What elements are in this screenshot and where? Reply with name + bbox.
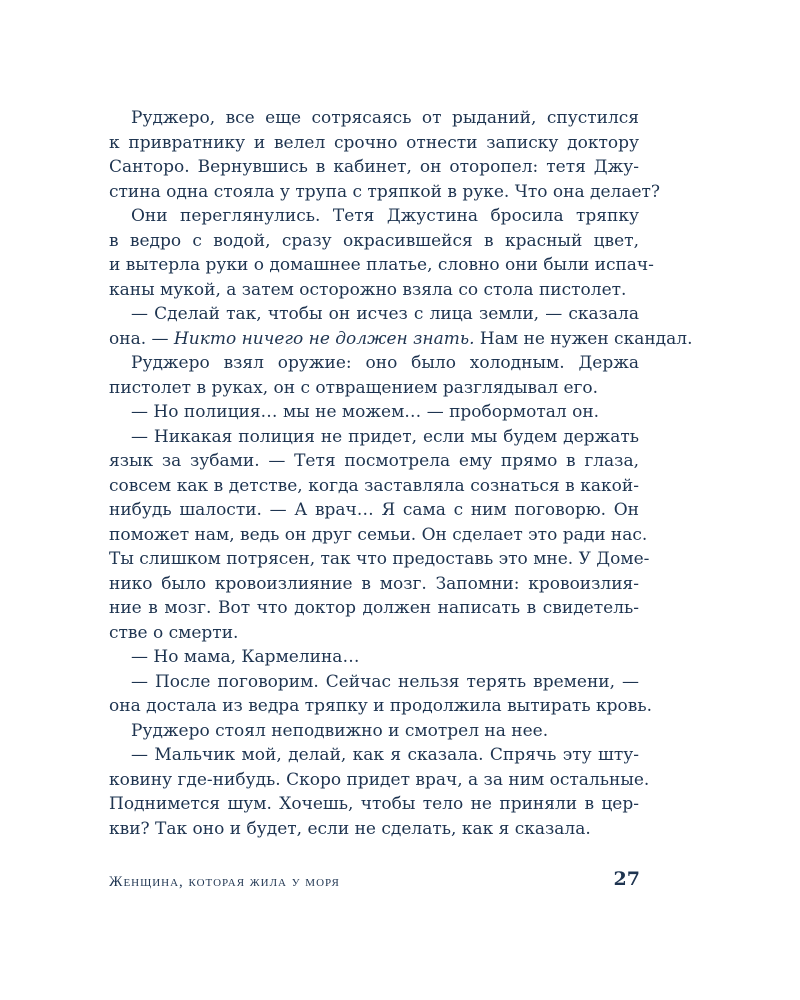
text-line: язык за зубами. — Тетя посмотрела ему прямо в глаза, <box>109 451 639 471</box>
text-line: — Мальчик мой, делай, как я сказала. Спрячь эту шту- <box>131 745 639 765</box>
text-line: — Никакая полиция не придет, если мы будем держать <box>131 426 639 447</box>
page-number: 27 <box>613 868 640 890</box>
text-line: в ведро с водой, сразу окрасившейся в красный цвет, <box>109 230 639 251</box>
text-line: нибудь шалости. — А врач… Я сама с ним поговорю. Он <box>109 500 639 520</box>
text-line: Руджеро, все еще сотрясаясь от рыданий, спустился <box>131 108 639 128</box>
text-line: Они переглянулись. Тетя Джустина бросила тряпку <box>131 206 639 226</box>
body-text <box>109 106 693 841</box>
text-line: Руджеро стоял неподвижно и смотрел на нее. <box>131 720 549 741</box>
text-line: Поднимется шум. Хочешь, чтобы тело не приняли в цер- <box>109 794 639 814</box>
text-line: кви? Так оно и будет, если не сделать, как я сказала. <box>109 818 591 839</box>
text-line: ковину где-нибудь. Скоро придет врач, а за ним остальные. <box>109 769 650 790</box>
text-line: — Сделай так, чтобы он исчез с лица земли, — сказала <box>131 304 639 324</box>
text-line: поможет нам, ведь он друг семьи. Он сделает это ради нас. <box>109 524 648 545</box>
text-line: — Но полиция… мы не можем… — пробормотал он. <box>131 402 600 422</box>
text-line: Санторо. Вернувшись в кабинет, он оторопел: тетя Джу- <box>109 157 639 177</box>
running-footer-title: Женщина, которая жила у моря <box>109 874 340 890</box>
text-line-mixed <box>109 327 693 352</box>
text-line: каны мукой, а затем осторожно взяла со стола пистолет. <box>109 279 627 300</box>
text-segment: Нам не нужен скандал. <box>479 328 693 349</box>
text-line: нико было кровоизлияние в мозг. Запомни: кровоизлия- <box>109 573 639 594</box>
text-line: — После поговорим. Сейчас нельзя терять времени, — <box>131 671 639 692</box>
text-line: стина одна стояла у трупа с тряпкой в руке. Что она делает? <box>109 181 661 202</box>
text-line: к привратнику и велел срочно отнести записку доктору <box>109 132 639 153</box>
text-line: ние в мозг. Вот что доктор должен написать в свидетель- <box>109 598 639 618</box>
text-line: — Но мама, Кармелина… <box>131 647 360 667</box>
italic-phrase: Никто ничего не должен знать. <box>173 328 475 349</box>
text-line: и вытерла руки о домашнее платье, словно они были испач- <box>109 255 654 275</box>
text-line: пистолет в руках, он с отвращением разглядывал его. <box>109 377 599 398</box>
text-line: Руджеро взял оружие: оно было холодным. Держа <box>131 353 639 373</box>
text-line: совсем как в детстве, когда заставляла сознаться в какой- <box>109 475 639 496</box>
text-line: Ты слишком потрясен, так что предоставь это мне. У Доме- <box>109 549 650 569</box>
text-line: стве о смерти. <box>109 622 239 643</box>
text-segment: она. — <box>109 328 169 349</box>
text-line: она достала из ведра тряпку и продолжила вытирать кровь. <box>109 696 652 716</box>
